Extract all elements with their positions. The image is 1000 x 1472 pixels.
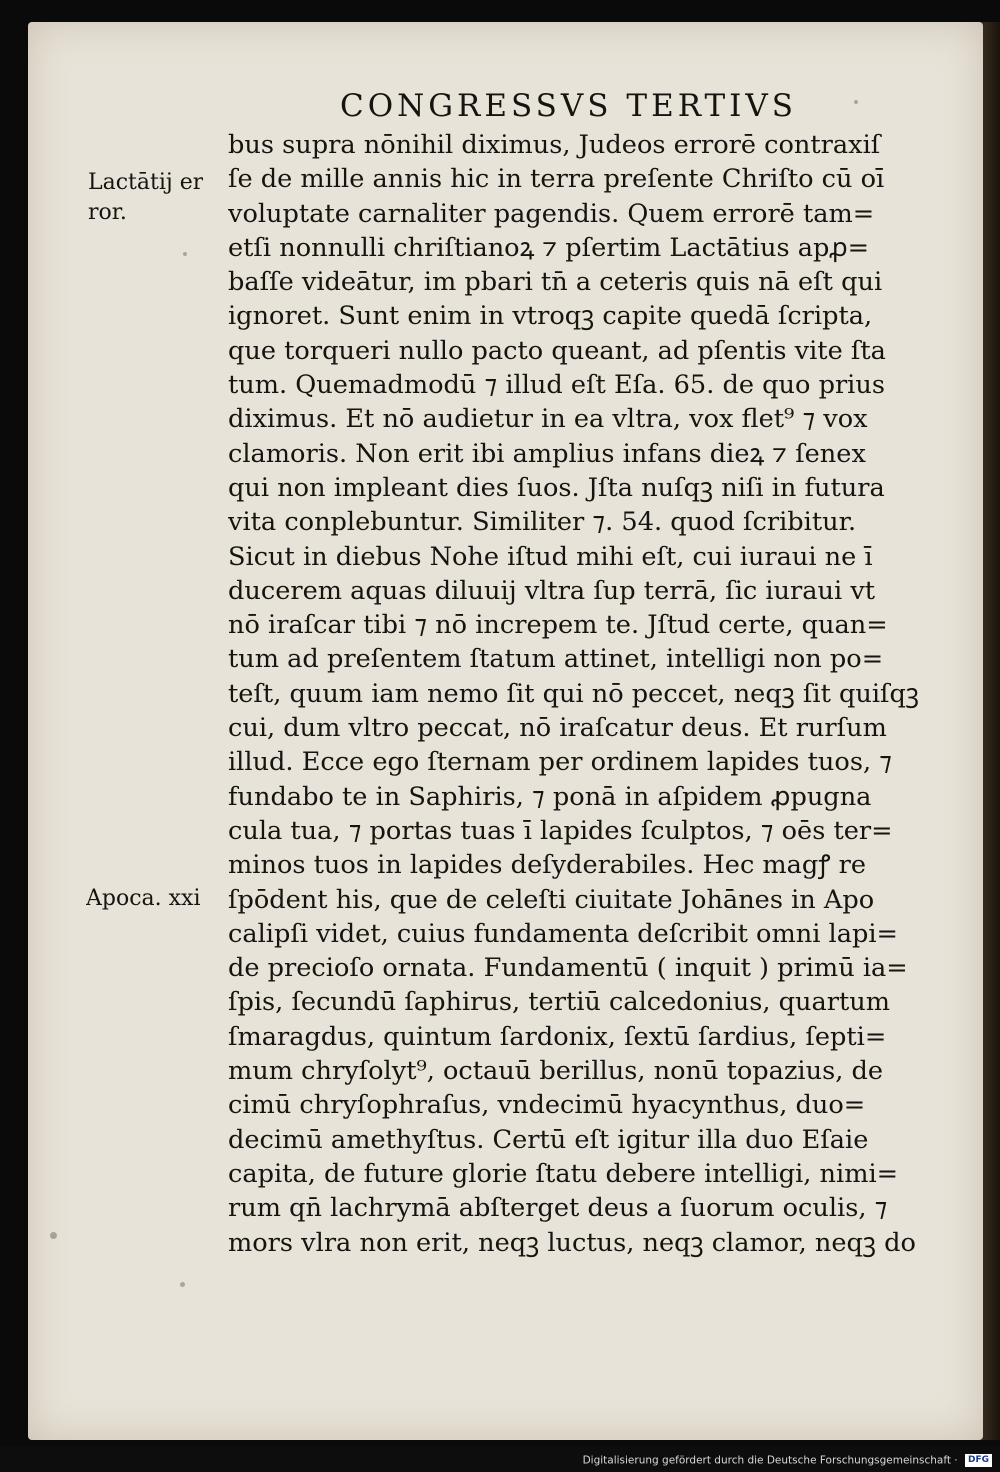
digitization-credit xyxy=(583,1454,992,1467)
text-line: capita, de future glorie ſtatu debere intelligi, nimi= xyxy=(228,1158,899,1189)
marginal-note-line: Apoca. xxi xyxy=(86,886,201,911)
text-line: calipſi videt, cuius fundamenta deſcribit omni lapi= xyxy=(228,918,898,949)
paper-stain xyxy=(180,1282,185,1287)
paper-stain xyxy=(854,100,858,104)
text-line: cimū chryſophraſus, vndecimū hyacynthus, duo= xyxy=(228,1090,866,1121)
text-line: diximus. Et nō audietur in ea vltra, vox flet⁹ ⁊ vox xyxy=(228,404,868,435)
text-line: cui, dum vltro peccat, nō iraſcatur deus. Et rurſum xyxy=(228,713,887,744)
marginal-note xyxy=(86,884,201,914)
text-line: de precioſo ornata. Fundamentū ( inquit ) primū ia= xyxy=(228,953,908,984)
text-line: ſmaragdus, quintum ſardonix, ſextū ſardius, ſepti= xyxy=(228,1021,887,1052)
book-edge xyxy=(980,22,1000,1440)
text-line: rum qn̄ lachrymā abſterget deus a ſuorum oculis, ⁊ xyxy=(228,1193,888,1224)
text-line: baſſe videātur, im pbari tn̄ a ceteris quis nā eſt qui xyxy=(228,267,883,298)
text-line: cula tua, ⁊ portas tuas ī lapides ſculptos, ⁊ oēs ter= xyxy=(228,815,893,846)
text-line: ſpōdent his, que de celeſti ciuitate Johānes in Apo xyxy=(228,884,875,915)
text-line: teſt, quum iam nemo ſit qui nō peccet, neqꝫ ſit quiſqꝫ xyxy=(228,678,919,709)
text-line: clamoris. Non erit ibi amplius infans dieꝝ ⁊ ſenex xyxy=(228,438,866,469)
text-line: minos tuos in lapides deſyderabiles. Hec magꝭ re xyxy=(228,850,866,881)
text-line: fundabo te in Saphiris, ⁊ ponā in aſpidem ꝓpugna xyxy=(228,781,872,812)
text-line: tum ad preſentem ſtatum attinet, intelligi non po= xyxy=(228,644,884,675)
text-line: ſe de mille annis hic in terra preſente Chriſto cū oī xyxy=(228,164,885,195)
marginal-note-line: ror. xyxy=(88,200,127,225)
text-line: ſpis, ſecundū ſaphirus, tertiū calcedonius, quartum xyxy=(228,987,891,1018)
body-text xyxy=(228,128,928,1260)
text-line: Sicut in diebus Nohe iſtud mihi eſt, cui iuraui ne ī xyxy=(228,541,873,572)
credit-text: Digitalisierung gefördert durch die Deutsche Forschungsgemeinschaft · xyxy=(582,1454,958,1467)
text-line: mum chryſolyt⁹, octauū berillus, nonū topazius, de xyxy=(228,1056,884,1087)
text-line: qui non impleant dies ſuos. Jſta nuſqꝫ niſi in futura xyxy=(228,472,885,503)
text-line: ignoret. Sunt enim in vtroqꝫ capite quedā ſcripta, xyxy=(228,301,873,332)
text-line: vita conplebuntur. Similiter ⁊. 54. quod ſcribitur. xyxy=(228,507,857,538)
dfg-logo: DFG xyxy=(965,1454,992,1467)
running-head: CONGRESSVS TERTIVS xyxy=(340,88,798,124)
text-line: mors vlra non erit, neqꝫ luctus, neqꝫ clamor, neqꝫ do xyxy=(228,1227,916,1258)
footer-bar xyxy=(0,1446,1000,1472)
text-line: voluptate carnaliter pagendis. Quem errorē tam= xyxy=(228,198,875,229)
marginal-note xyxy=(88,168,203,228)
marginal-note-line: Lactātij er xyxy=(88,170,204,195)
text-line: illud. Ecce ego ſternam per ordinem lapides tuos, ⁊ xyxy=(228,747,892,778)
text-line: que torqueri nullo pacto queant, ad pſentis vite ſta xyxy=(228,335,886,366)
text-line: ducerem aquas diluuij vltra ſup terrā, ſic iuraui vt xyxy=(228,575,876,606)
text-line: bus supra nōnihil diximus, Judeos errorē contraxiſ xyxy=(228,130,881,160)
text-line: tum. Quemadmodū ⁊ illud eſt Eſa. 65. de quo prius xyxy=(228,370,885,401)
text-line: etſi nonnulli chriſtianoꝝ ⁊ pſertim Lactātius apꝓ= xyxy=(228,232,870,263)
text-line: nō iraſcar tibi ⁊ nō increpem te. Jſtud certe, quan= xyxy=(228,610,888,641)
paper-stain xyxy=(50,1232,57,1239)
text-line: decimū amethyſtus. Certū eſt igitur illa duo Eſaie xyxy=(228,1124,869,1155)
paper-stain xyxy=(183,252,187,256)
